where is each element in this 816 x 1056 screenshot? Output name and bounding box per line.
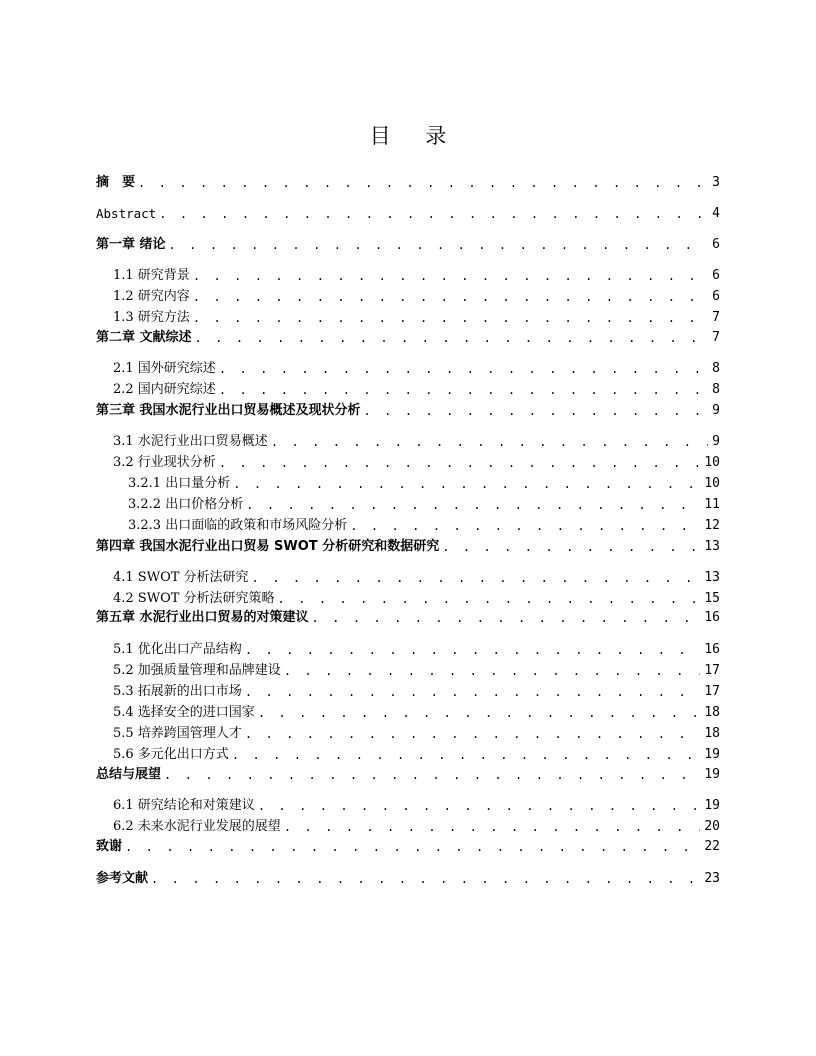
toc-entry-section[interactable] bbox=[113, 381, 720, 399]
toc-entry-label: 摘 要 bbox=[96, 175, 136, 190]
toc-entry-page: 23 bbox=[704, 871, 720, 886]
toc-entry-label: 2.2 国内研究综述 bbox=[113, 382, 216, 397]
toc-entry-section[interactable] bbox=[113, 454, 720, 472]
toc-leader-dots bbox=[284, 818, 701, 836]
toc-leader-dots bbox=[245, 683, 701, 701]
toc-entry-page: 7 bbox=[712, 310, 720, 325]
toc-entry-label: 4.1 SWOT 分析法研究 bbox=[113, 570, 249, 585]
toc-entry-label: 3.2.2 出口价格分析 bbox=[128, 497, 244, 512]
toc-entry-acknowledgements[interactable] bbox=[96, 838, 720, 856]
toc-leader-dots bbox=[164, 766, 700, 784]
toc-entry-section[interactable] bbox=[113, 704, 720, 722]
toc-entry-page: 10 bbox=[704, 455, 720, 470]
toc-entry-subsection[interactable] bbox=[128, 475, 720, 493]
toc-leader-dots bbox=[232, 746, 701, 764]
toc-leader-dots bbox=[219, 381, 708, 399]
toc-leader-dots bbox=[219, 360, 708, 378]
toc-entry-section[interactable] bbox=[113, 590, 720, 608]
toc-leader-dots bbox=[271, 433, 708, 451]
toc-entry-label: 6.2 未来水泥行业发展的展望 bbox=[113, 819, 281, 834]
toc-entry-label: 6.1 研究结论和对策建议 bbox=[113, 798, 255, 813]
toc-leader-dots bbox=[245, 641, 701, 659]
toc-entry-section[interactable] bbox=[113, 725, 720, 743]
toc-leader-dots bbox=[278, 590, 701, 608]
toc-leader-dots bbox=[312, 609, 701, 627]
toc-entry-chapter-5[interactable] bbox=[96, 609, 720, 627]
toc-entry-label: 致谢 bbox=[96, 839, 123, 854]
toc-entry-page: 9 bbox=[712, 403, 720, 418]
toc-entry-section[interactable] bbox=[113, 288, 720, 306]
toc-leader-dots bbox=[193, 267, 708, 285]
toc-entry-section[interactable] bbox=[113, 433, 720, 451]
toc-entry-section[interactable] bbox=[113, 569, 720, 587]
toc-entry-page: 6 bbox=[712, 268, 720, 283]
toc-entry-section[interactable] bbox=[113, 746, 720, 764]
toc-entry-abstract-cn[interactable] bbox=[96, 174, 720, 192]
toc-entry-label: 5.5 培养跨国管理人才 bbox=[113, 726, 242, 741]
toc-leader-dots bbox=[195, 329, 709, 347]
toc-entry-label: 1.2 研究内容 bbox=[113, 289, 190, 304]
toc-leader-dots bbox=[233, 475, 700, 493]
toc-entry-page: 11 bbox=[704, 497, 720, 512]
toc-leader-dots bbox=[284, 662, 701, 680]
toc-leader-dots bbox=[350, 517, 700, 535]
toc-entry-label: 总结与展望 bbox=[96, 767, 162, 782]
toc-entry-page: 18 bbox=[704, 705, 720, 720]
toc-entry-summary[interactable] bbox=[96, 766, 720, 784]
toc-leader-dots bbox=[125, 838, 700, 856]
toc-entry-references[interactable] bbox=[96, 870, 720, 888]
toc-entry-section[interactable] bbox=[113, 662, 720, 680]
toc-entry-page: 13 bbox=[704, 539, 720, 554]
toc-leader-dots bbox=[219, 454, 701, 472]
toc-entry-section[interactable] bbox=[113, 683, 720, 701]
toc-entry-page: 12 bbox=[704, 518, 720, 533]
toc-entry-page: 17 bbox=[704, 684, 720, 699]
toc-entry-page: 8 bbox=[712, 382, 720, 397]
toc-entry-section[interactable] bbox=[113, 360, 720, 378]
toc-entry-subsection[interactable] bbox=[128, 517, 720, 535]
toc-entry-chapter-1[interactable] bbox=[96, 236, 720, 254]
toc-entry-page: 19 bbox=[704, 747, 720, 762]
toc-entry-label: 5.3 拓展新的出口市场 bbox=[113, 684, 242, 699]
toc-entry-page: 7 bbox=[712, 330, 720, 345]
toc-entry-label: 3.2.1 出口量分析 bbox=[128, 476, 231, 491]
toc-entry-label: 3.2.3 出口面临的政策和市场风险分析 bbox=[128, 518, 348, 533]
toc-entry-page: 6 bbox=[712, 289, 720, 304]
toc-leader-dots bbox=[151, 870, 700, 888]
toc-entry-page: 16 bbox=[704, 610, 720, 625]
toc-leader-dots bbox=[193, 309, 708, 327]
toc-entry-page: 8 bbox=[712, 361, 720, 376]
toc-entry-chapter-2[interactable] bbox=[96, 329, 720, 347]
toc-leader-dots bbox=[138, 174, 708, 192]
toc-entry-label: 第四章 我国水泥行业出口贸易 SWOT 分析研究和数据研究 bbox=[96, 539, 440, 554]
toc-leader-dots bbox=[169, 236, 709, 254]
toc-entry-page: 19 bbox=[704, 767, 720, 782]
toc-entry-page: 10 bbox=[704, 476, 720, 491]
toc-entry-chapter-4[interactable] bbox=[96, 538, 720, 556]
toc-entry-section[interactable] bbox=[113, 267, 720, 285]
toc-entry-page: 13 bbox=[704, 570, 720, 585]
toc-entry-label: 3.2 行业现状分析 bbox=[113, 455, 216, 470]
toc-entry-section[interactable] bbox=[113, 641, 720, 659]
toc-leader-dots bbox=[258, 797, 701, 815]
page-title: 目 录 bbox=[369, 124, 461, 148]
toc-entry-subsection[interactable] bbox=[128, 496, 720, 514]
toc-entry-label: 5.4 选择安全的进口国家 bbox=[113, 705, 255, 720]
toc-entry-page: 18 bbox=[704, 726, 720, 741]
toc-entry-label: 5.1 优化出口产品结构 bbox=[113, 642, 242, 657]
toc-entry-page: 22 bbox=[704, 839, 720, 854]
toc-entry-page: 15 bbox=[704, 591, 720, 606]
toc-leader-dots bbox=[193, 288, 708, 306]
toc-leader-dots bbox=[246, 496, 700, 514]
toc-entry-page: 9 bbox=[712, 434, 720, 449]
toc-leader-dots bbox=[245, 725, 701, 743]
toc-entry-page: 16 bbox=[704, 642, 720, 657]
toc-entry-label: 第五章 水泥行业出口贸易的对策建议 bbox=[96, 610, 309, 625]
toc-entry-label: 第三章 我国水泥行业出口贸易概述及现状分析 bbox=[96, 403, 361, 418]
toc-entry-label: 5.6 多元化出口方式 bbox=[113, 747, 229, 762]
toc-entry-section[interactable] bbox=[113, 309, 720, 327]
toc-entry-label: 4.2 SWOT 分析法研究策略 bbox=[113, 591, 275, 606]
toc-leader-dots bbox=[258, 704, 701, 722]
toc-leader-dots bbox=[159, 205, 708, 223]
toc-entry-abstract-en[interactable] bbox=[96, 205, 720, 223]
toc-entry-label: 1.3 研究方法 bbox=[113, 310, 190, 325]
toc-entry-label: 第一章 绪论 bbox=[96, 237, 166, 252]
toc-entry-page: 17 bbox=[704, 663, 720, 678]
toc-entry-page: 20 bbox=[704, 819, 720, 834]
toc-entry-page: 4 bbox=[712, 206, 720, 221]
toc-entry-label: 参考文献 bbox=[96, 871, 149, 886]
toc-leader-dots bbox=[364, 402, 709, 420]
toc-entry-section[interactable] bbox=[113, 797, 720, 815]
toc-entry-page: 6 bbox=[712, 237, 720, 252]
toc-entry-label: 2.1 国外研究综述 bbox=[113, 361, 216, 376]
toc-entry-chapter-3[interactable] bbox=[96, 402, 720, 420]
toc-entry-label: Abstract bbox=[96, 206, 157, 221]
toc-entry-label: 3.1 水泥行业出口贸易概述 bbox=[113, 434, 268, 449]
toc-entry-page: 19 bbox=[704, 798, 720, 813]
toc-entry-section[interactable] bbox=[113, 818, 720, 836]
toc-entry-page: 3 bbox=[712, 175, 720, 190]
toc-leader-dots bbox=[442, 538, 700, 556]
toc-entry-label: 1.1 研究背景 bbox=[113, 268, 190, 283]
toc-leader-dots bbox=[252, 569, 701, 587]
toc-entry-label: 5.2 加强质量管理和品牌建设 bbox=[113, 663, 281, 678]
toc-entry-label: 第二章 文献综述 bbox=[96, 330, 192, 345]
